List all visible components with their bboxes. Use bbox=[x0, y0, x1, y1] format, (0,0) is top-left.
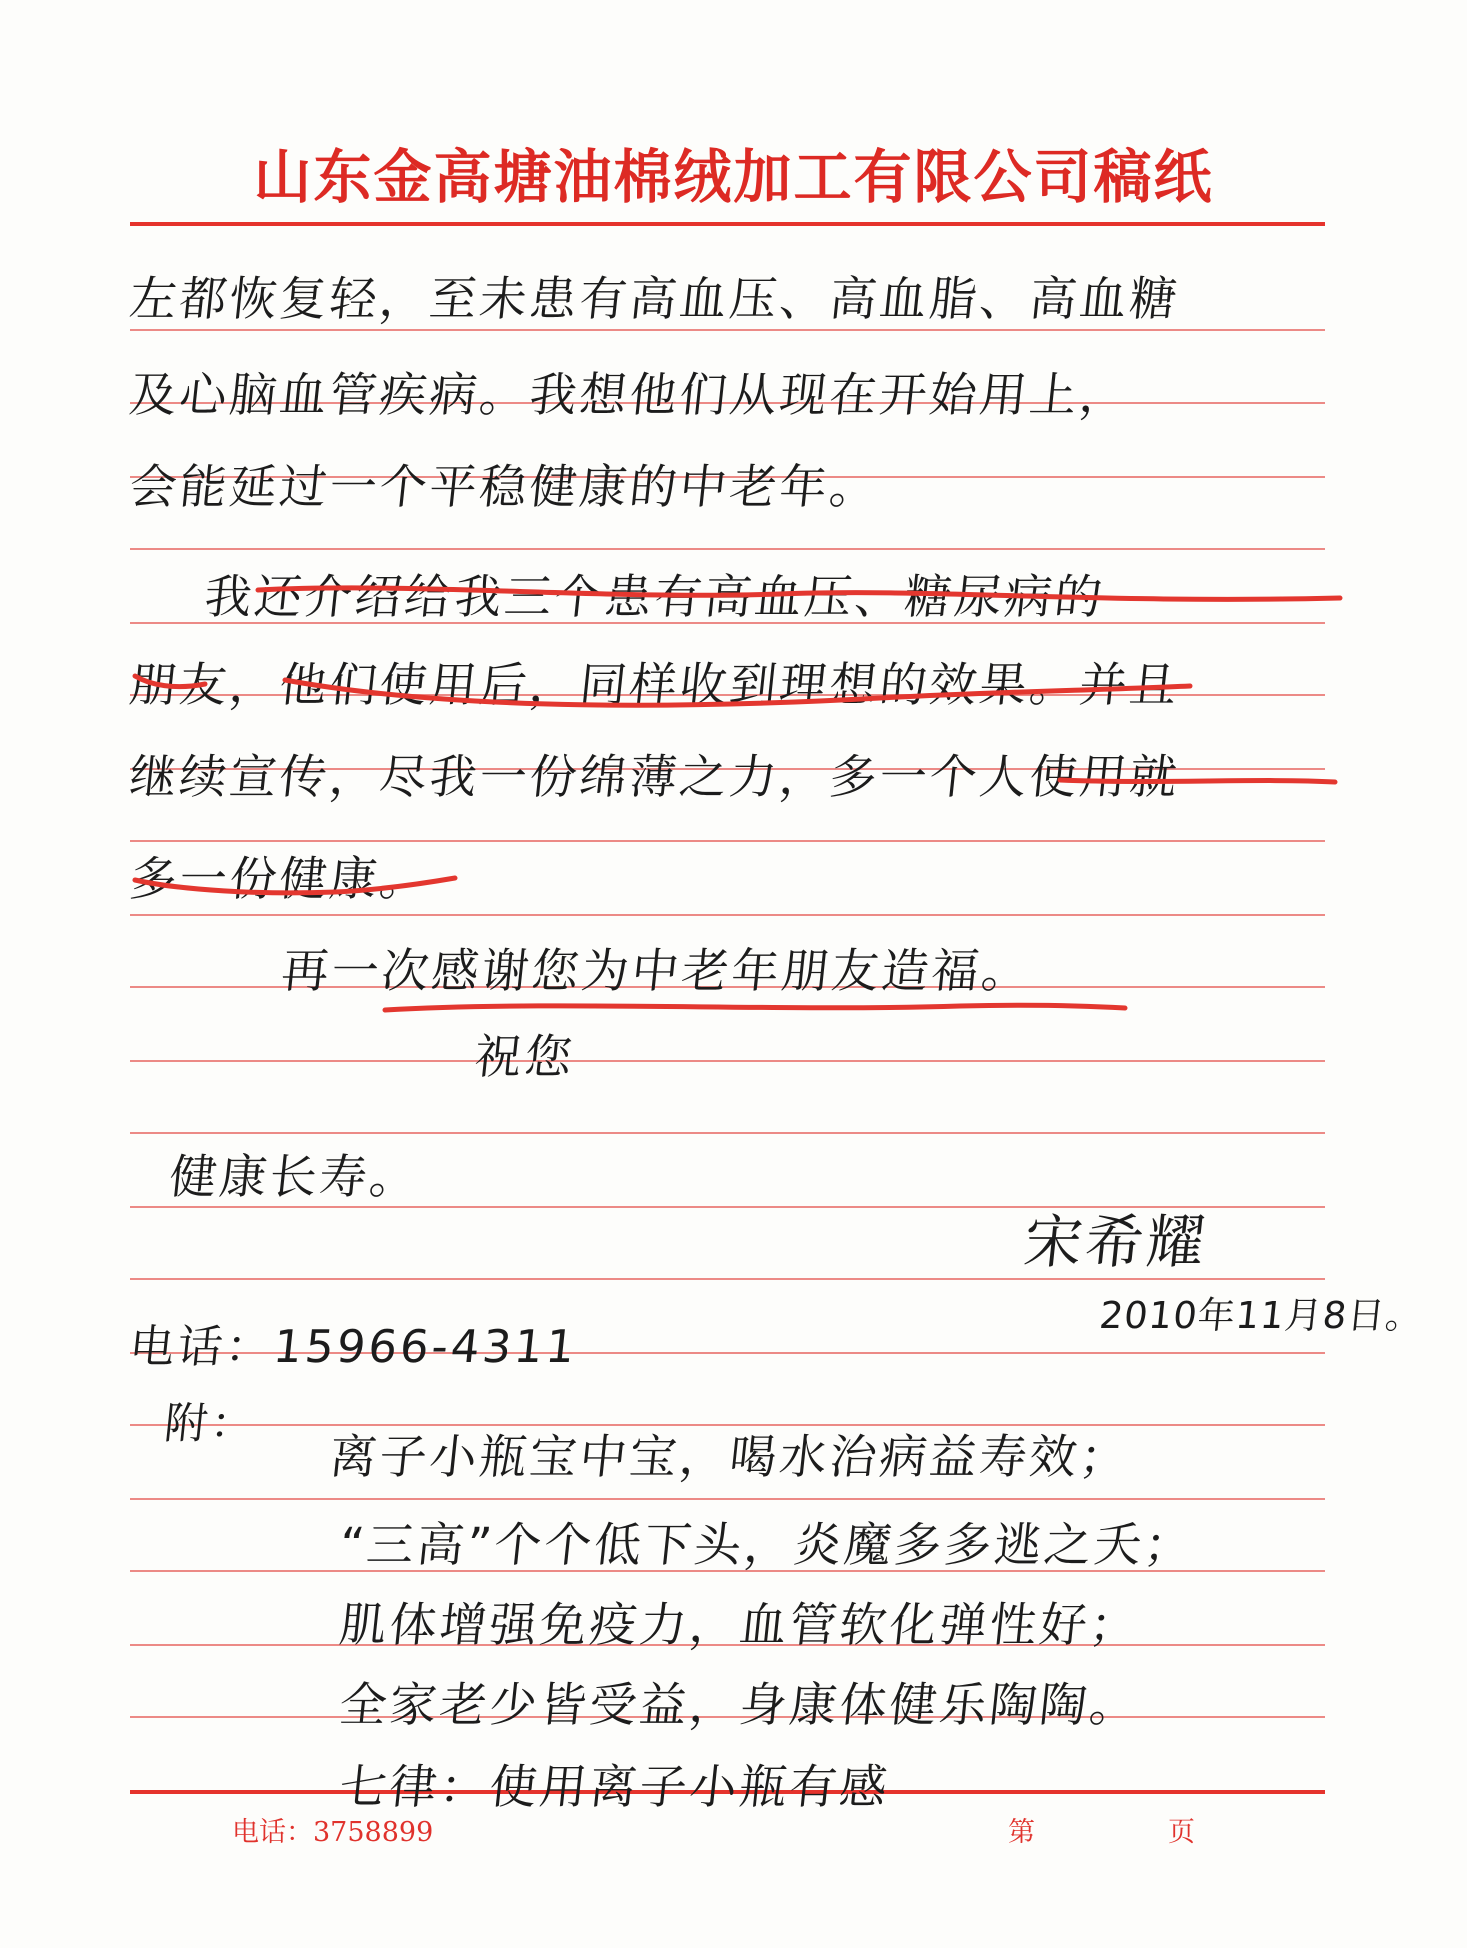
letter-line: 朋友，他们使用后，同样收到理想的效果。并且 bbox=[126, 658, 1183, 713]
signature: 宋希耀 bbox=[1020, 1208, 1212, 1276]
letter-line: 左都恢复轻，至未患有高血压、高血脂、高血糖 bbox=[126, 272, 1183, 327]
poem-line: “三高”个个低下头，炎魔多多逃之夭； bbox=[336, 1518, 1198, 1573]
letter-line: 及心脑血管疾病。我想他们从现在开始用上， bbox=[126, 368, 1133, 423]
poem-line: 全家老少皆受益，身康体健乐陶陶。 bbox=[336, 1678, 1143, 1733]
letter-line: 多一份健康。 bbox=[126, 852, 433, 907]
letter-line: 再一次感谢您为中老年朋友造福。 bbox=[278, 944, 1035, 999]
poem-title: 七律：使用离子小瓶有感 bbox=[336, 1760, 893, 1815]
red-underline bbox=[135, 878, 455, 893]
red-underline bbox=[258, 588, 1340, 599]
footer-phone: 电话：3758899 bbox=[232, 1817, 434, 1848]
writer-phone: 电话：15966-4311 bbox=[126, 1320, 581, 1373]
red-underline bbox=[135, 676, 205, 687]
red-underline bbox=[1060, 780, 1335, 782]
letter-line: 继续宣传，尽我一份绵薄之力，多一个人使用就 bbox=[126, 750, 1183, 805]
letter-closing: 祝您 bbox=[471, 1030, 578, 1085]
red-underline bbox=[285, 680, 1190, 705]
attachment-label: 附： bbox=[162, 1399, 260, 1449]
red-underline bbox=[385, 1005, 1125, 1010]
letter-line: 我还介绍给我三个患有高血压、糖尿病的 bbox=[201, 570, 1108, 625]
letter-date: 2010年11月8日。 bbox=[1097, 1294, 1426, 1337]
footer-page-label: 第 bbox=[1008, 1817, 1035, 1848]
footer-page-label: 页 bbox=[1168, 1817, 1195, 1848]
letter-line: 会能延过一个平稳健康的中老年。 bbox=[126, 460, 883, 515]
letter-closing: 健康长寿。 bbox=[166, 1150, 423, 1205]
poem-line: 离子小瓶宝中宝，喝水治病益寿效； bbox=[326, 1430, 1133, 1485]
letterhead-title: 山东金高塘油棉绒加工有限公司稿纸 bbox=[253, 143, 1214, 211]
poem-line: 肌体增强免疫力，血管软化弹性好； bbox=[336, 1598, 1143, 1653]
